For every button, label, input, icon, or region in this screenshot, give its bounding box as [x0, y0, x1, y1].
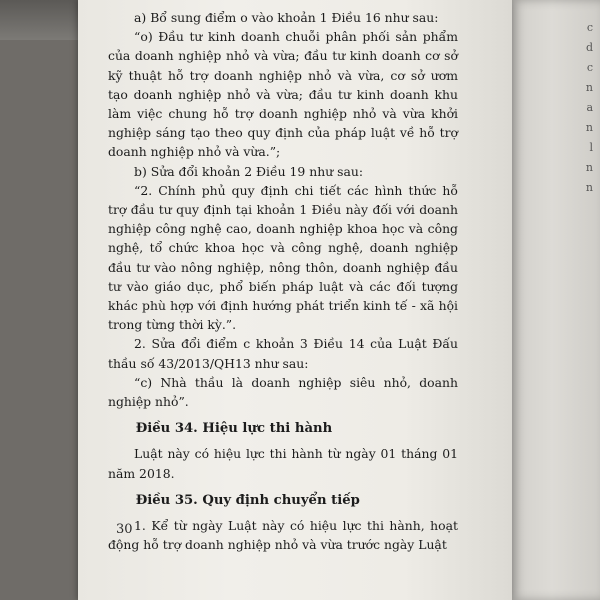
page-text — [108, 8, 458, 560]
article-34-heading: Điều 34. Hiệu lực thi hành — [135, 421, 333, 437]
article-35-body: 1. Kể từ ngày Luật này có hiệu lực thi hành, hoạt động hỗ trợ doanh nghiệp nhỏ và vừa trước ngày Luật — [108, 518, 458, 553]
page-number: 30 — [116, 522, 133, 537]
paragraph-amendment-b: b) Sửa đổi khoản 2 Điều 19 như sau: — [134, 163, 364, 179]
paragraph-point-c: “c) Nhà thầu là doanh nghiệp siêu nhỏ, doanh nghiệp nhỏ”. — [108, 374, 458, 410]
paragraph-item-2: 2. Sửa đổi điểm c khoản 3 Điều 14 của Luật Đấu thầu số 43/2013/QH13 như sau: — [108, 336, 458, 371]
paragraph-clause-2: “2. Chính phủ quy định chi tiết các hình thức hỗ trợ đầu tư quy định tại khoản 1 Điều này đối với doanh nghiệp công nghệ cao, doanh nghiệp khoa học và công nghệ, tổ chức khoa học và công nghệ, doanh nghiệp đầu tư vào nông nghiệp, nông thôn, doanh nghiệp đầu tư vào giáo dục, phổ biến pháp luật và các đối tượng khác phù hợp với định hướng phát triển kinh tế - xã hội trong từng thời kỳ.”. — [108, 182, 458, 333]
article-35-heading: Điều 35. Quy định chuyển tiếp — [135, 492, 360, 508]
adjacent-page-text: c d c n a n l n n — [585, 21, 594, 194]
article-34-body: Luật này có hiệu lực thi hành từ ngày 01 tháng 01 năm 2018. — [108, 446, 458, 481]
paragraph-amendment-a: a) Bổ sung điểm o vào khoản 1 Điều 16 như sau: — [134, 10, 439, 25]
paragraph-point-o: “o) Đầu tư kinh doanh chuỗi phân phối sản phẩm của doanh nghiệp nhỏ và vừa; đầu tư kinh doanh cơ sở kỹ thuật hỗ trợ doanh nghiệp nhỏ và vừa, cơ sở ươm tạo doanh nghiệp nhỏ và vừa; đầu tư kinh doanh khu làm việc chung hỗ trợ doanh nghiệp nhỏ và vừa khởi nghiệp sáng tạo theo quy định của pháp luật về hỗ trợ doanh nghiệp nhỏ và vừa.”; — [108, 29, 458, 160]
